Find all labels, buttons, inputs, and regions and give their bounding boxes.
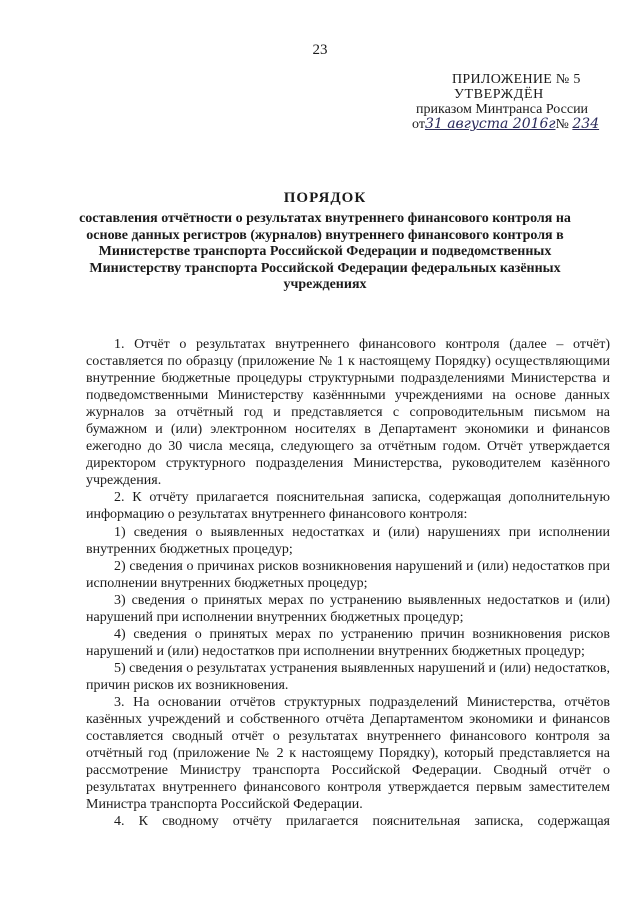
approved-label: УТВЕРЖДЁН <box>454 87 544 102</box>
paragraph: 4) сведения о принятых мерах по устранению причин возникновения рисков нарушений и (или) недостатков при исполнении внутренних бюджетных процедур; <box>86 626 610 659</box>
paragraph: 1. Отчёт о результатах внутреннего финансового контроля (далее – отчёт) составляется по образцу (приложение № 1 к настоящему Порядку) осуществляющими внутренние бюджетные процедуры структурными подразделениями Министерства и подведомственными Министерству казённными учреждениями на основе данных журналов за отчётный год и представляется с сопроводительным письмом на бумажном и (или) электронном носителях в Департамент экономики и финансов ежегодно до 30 числа месяца, следующего за отчётным годом. Отчёт утверждается директором структурного подразделения Министерства, руководителем казённого учреждения. <box>86 337 610 489</box>
paragraph: 3) сведения о принятых мерах по устранению выявленных недостатков и (или) нарушений при исполнении внутренних бюджетных процедур; <box>86 592 610 625</box>
appendix-label: ПРИЛОЖЕНИЕ № 5 <box>452 72 581 87</box>
approval-stamp-block <box>412 72 610 132</box>
order-date-line <box>412 117 610 132</box>
order-label: приказом Минтранса России <box>416 102 589 117</box>
date-prefix: от <box>412 117 425 132</box>
paragraph: 2. К отчёту прилагается пояснительная записка, содержащая дополнительную информацию о результатах внутреннего финансового контроля: <box>86 490 610 523</box>
paragraph: 2) сведения о причинах рисков возникновения нарушений и (или) недостатков при исполнении внутренних бюджетных процедур; <box>86 558 610 591</box>
paragraph: 4. К сводному отчёту прилагается пояснительная записка, содержащая <box>114 814 610 830</box>
paragraph: 1) сведения о выявленных недостатках и (или) нарушениях при исполнении внутренних бюджетных процедур; <box>86 524 610 557</box>
paragraph: 3. На основании отчётов структурных подразделений Министерства, отчётов казённых учреждений и собственного отчёта Департаментом экономики и финансов составляется сводный отчёт о результатах внутреннего финансового контроля за отчётный год (приложение № 2 к настоящему Порядку), который представляется на рассмотрение Министру транспорта Российской Федерации. Сводный отчёт о результатах внутреннего финансового контроля утверждается первым заместителем Министра транспорта Российской Федерации. <box>86 694 610 813</box>
handwritten-number: 234 <box>572 116 600 132</box>
number-prefix: № <box>555 117 569 132</box>
title-main: ПОРЯДОК <box>283 190 367 206</box>
handwritten-date: 31 августа 2016г <box>424 116 556 132</box>
page-number: 23 <box>312 42 328 58</box>
paragraph: 5) сведения о результатах устранения выявленных нарушений и (или) недостатков, причин рисков их возникновения. <box>86 660 610 693</box>
document-body <box>86 336 610 830</box>
title-subtitle: составления отчётности о результатах внутреннего финансового контроля на основе данных регистров (журналов) внутреннего финансового контроля в Министерстве транспорта Российской Федерации и подведомственных Министерству транспорта Российской Федерации федеральных казённых учреждениях <box>79 211 571 293</box>
document-title <box>70 190 580 294</box>
